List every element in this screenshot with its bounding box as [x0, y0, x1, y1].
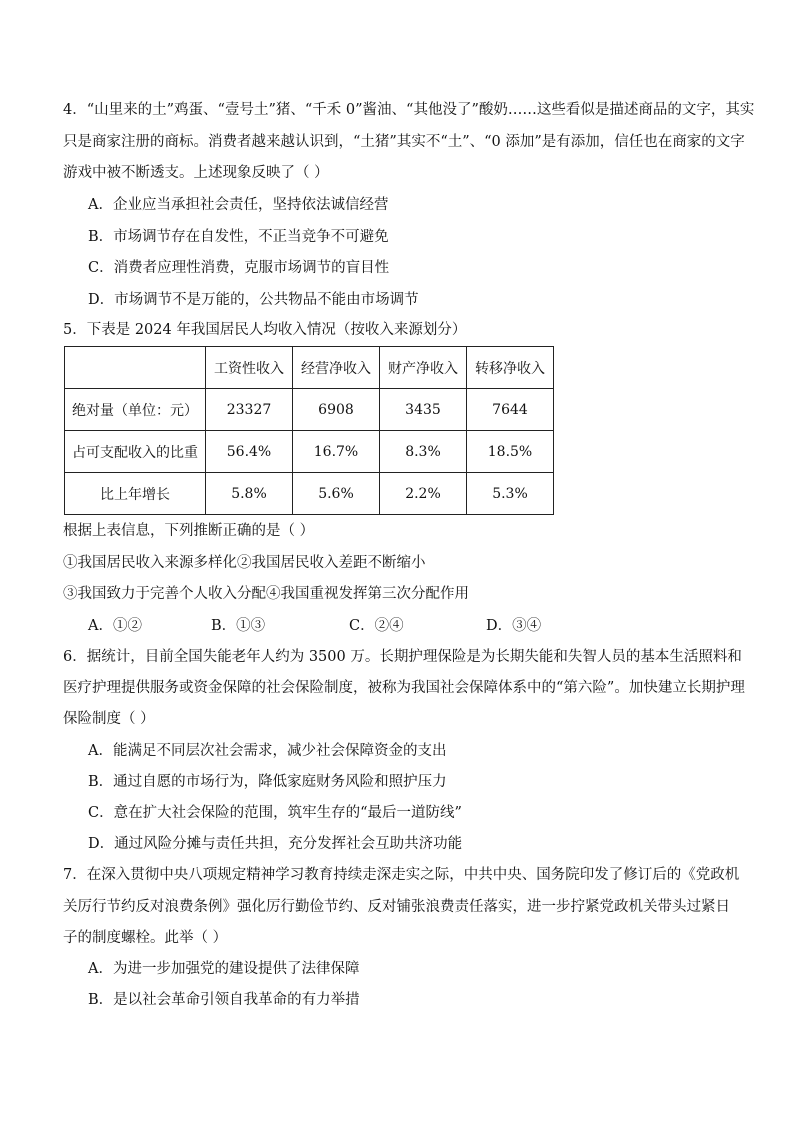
table-corner-cell	[65, 347, 206, 389]
q7-stem-line-1: 7．在深入贯彻中央八项规定精神学习教育持续走深走实之际，中共中央、国务院印发了修订后的《党政机	[63, 867, 740, 883]
table-cell: 2.2%	[380, 473, 467, 515]
q6-option-c: C．意在扩大社会保险的范围，筑牢生存的“最后一道防线”	[88, 805, 462, 821]
q7-option-a: A．为进一步加强党的建设提供了法律保障	[88, 961, 360, 977]
q4-stem-line-1: 4．“山里来的土”鸡蛋、“壹号土”猪、“千禾 0”酱油、“其他没了”酸奶……这些看似是描述商品的文字，其实	[63, 102, 755, 118]
table-cell: 5.8%	[206, 473, 293, 515]
table-cell: 23327	[206, 389, 293, 431]
q5-choice-d: D．③④	[486, 618, 542, 634]
q5-statements-line-2: ③我国致力于完善个人收入分配④我国重视发挥第三次分配作用	[63, 586, 469, 602]
table-header-cell: 财产净收入	[380, 347, 467, 389]
table-row	[65, 473, 554, 515]
table-cell: 5.3%	[467, 473, 554, 515]
table-header-cell: 转移净收入	[467, 347, 554, 389]
table-cell: 6908	[293, 389, 380, 431]
q5-statements-line-1: ①我国居民收入来源多样化②我国居民收入差距不断缩小	[63, 555, 426, 571]
q4-option-b: B．市场调节存在自发性，不正当竞争不可避免	[88, 229, 389, 245]
q4-stem-line-2: 只是商家注册的商标。消费者越来越认识到，“土猪”其实不“土”、“0 添加”是有添加，信任也在商家的文字	[63, 134, 745, 150]
q5-choice-c: C．②④	[349, 618, 404, 634]
q6-option-a: A．能满足不同层次社会需求，减少社会保障资金的支出	[88, 743, 447, 759]
q5-question: 根据上表信息，下列推断正确的是（ ）	[63, 523, 315, 539]
income-table	[64, 346, 554, 515]
q4-option-c: C．消费者应理性消费，克服市场调节的盲目性	[88, 260, 390, 276]
row-label-cell: 占可支配收入的比重	[65, 431, 206, 473]
q7-stem-line-3: 子的制度螺栓。此举（ ）	[63, 930, 228, 946]
q7-option-b: B．是以社会革命引领自我革命的有力举措	[88, 992, 360, 1008]
q6-option-d: D．通过风险分摊与责任共担，充分发挥社会互助共济功能	[88, 836, 463, 852]
q6-stem-line-2: 医疗护理提供服务或资金保障的社会保险制度，被称为我国社会保障体系中的“第六险”。加快建立长期护理	[63, 680, 745, 696]
table-cell: 18.5%	[467, 431, 554, 473]
table-cell: 7644	[467, 389, 554, 431]
q5-choice-b: B．①③	[211, 618, 266, 634]
row-label-cell: 绝对量（单位：元）	[65, 389, 206, 431]
q4-option-a: A．企业应当承担社会责任，坚持依法诚信经营	[88, 197, 389, 213]
table-cell: 56.4%	[206, 431, 293, 473]
q5-stem: 5．下表是 2024 年我国居民人均收入情况（按收入来源划分）	[63, 322, 467, 338]
table-header-cell: 工资性收入	[206, 347, 293, 389]
table-row	[65, 431, 554, 473]
q7-stem-line-2: 关厉行节约反对浪费条例》强化厉行勤俭节约、反对铺张浪费责任落实，进一步拧紧党政机关带头过紧日	[63, 899, 730, 915]
table-header-row	[65, 347, 554, 389]
q6-option-b: B．通过自愿的市场行为，降低家庭财务风险和照护压力	[88, 774, 447, 790]
q4-option-d: D．市场调节不是万能的，公共物品不能由市场调节	[88, 292, 419, 308]
table-cell: 3435	[380, 389, 467, 431]
q4-stem-line-3: 游戏中被不断透支。上述现象反映了（ ）	[63, 165, 329, 181]
q6-stem-line-3: 保险制度（ ）	[63, 711, 155, 727]
table-header-cell: 经营净收入	[293, 347, 380, 389]
table-cell: 8.3%	[380, 431, 467, 473]
table-row	[65, 389, 554, 431]
table-cell: 16.7%	[293, 431, 380, 473]
row-label-cell: 比上年增长	[65, 473, 206, 515]
q6-stem-line-1: 6．据统计，目前全国失能老年人约为 3500 万。长期护理保险是为长期失能和失智人员的基本生活照料和	[63, 649, 742, 665]
q5-choice-a: A．①②	[88, 618, 142, 634]
table-cell: 5.6%	[293, 473, 380, 515]
